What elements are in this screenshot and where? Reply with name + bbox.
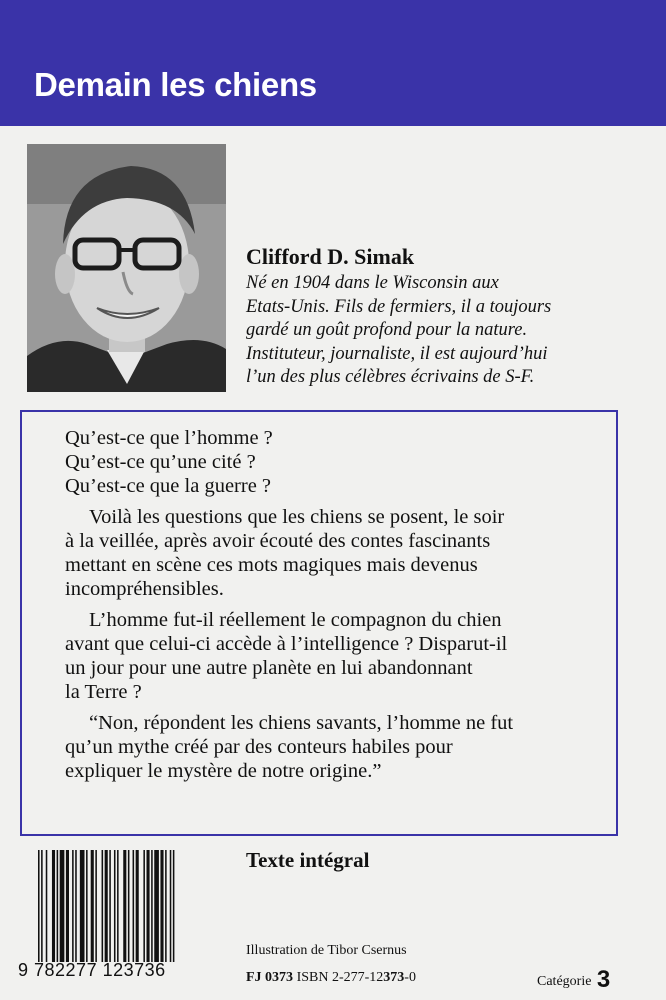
barcode-bar xyxy=(143,850,145,962)
barcode-bar xyxy=(102,850,104,962)
barcode-bar xyxy=(154,850,159,962)
isbn-bold: 373 xyxy=(383,970,405,985)
blurb-line: L’homme fut-il réellement le compagnon du chien xyxy=(89,609,502,631)
barcode-number: 9 782277 123736 xyxy=(18,960,166,980)
barcode-bar xyxy=(160,850,163,962)
bio-line: Etats-Unis. Fils de fermiers, il a toujours xyxy=(246,296,552,317)
barcode-bar xyxy=(60,850,65,962)
barcode-graphic xyxy=(36,850,234,962)
barcode-bar xyxy=(66,850,69,962)
isbn-prefix: ISBN 2-277-12 xyxy=(296,970,384,985)
category-number: 3 xyxy=(596,966,611,993)
barcode-bar xyxy=(91,850,94,962)
author-bio xyxy=(246,272,646,390)
barcode-bar xyxy=(95,850,97,962)
blurb-question: Qu’est-ce que la guerre ? xyxy=(65,475,272,497)
blurb-line: incompréhensibles. xyxy=(65,578,224,600)
blurb-line: “Non, répondent les chiens savants, l’homme ne fut xyxy=(89,712,514,734)
blurb-line: mettant en scène ces mots magiques mais devenus xyxy=(65,554,478,576)
bio-line: Instituteur, journaliste, il est aujourd’hui xyxy=(246,343,548,364)
blurb-question: Qu’est-ce qu’une cité ? xyxy=(65,451,256,473)
bio-line: gardé un goût profond pour la nature. xyxy=(246,320,528,340)
blurb-line: la Terre ? xyxy=(65,681,142,703)
category-label: Catégorie xyxy=(537,974,592,989)
barcode-bar xyxy=(46,850,48,962)
barcode-bar xyxy=(38,850,40,962)
isbn-suffix: -0 xyxy=(404,970,416,985)
blurb-line: un jour pour une autre planète en lui abandonnant xyxy=(65,657,473,679)
illustration-credit: Illustration de Tibor Csernus xyxy=(246,943,407,958)
author-name: Clifford D. Simak xyxy=(246,244,415,269)
blurb-line: avant que celui-ci accède à l’intelligence ? Disparut-il xyxy=(65,633,508,655)
barcode-bar xyxy=(173,850,175,962)
barcode-bar xyxy=(105,850,108,962)
blurb-question: Qu’est-ce que l’homme ? xyxy=(65,427,273,449)
barcode-bar xyxy=(151,850,153,962)
barcode-bar xyxy=(133,850,135,962)
barcode-bar xyxy=(52,850,55,962)
barcode-bar xyxy=(75,850,77,962)
blurb-text xyxy=(65,426,605,783)
book-title: Demain les chiens xyxy=(34,66,317,103)
author-portrait-illustration xyxy=(27,144,226,392)
barcode-bar xyxy=(147,850,150,962)
blurb-line: expliquer le mystère de notre origine.” xyxy=(65,760,382,782)
barcode-bar xyxy=(57,850,59,962)
barcode-bar xyxy=(41,850,43,962)
barcode-bar xyxy=(136,850,139,962)
bio-line: l’un des plus célèbres écrivains de S-F. xyxy=(246,367,535,387)
barcode-bar xyxy=(170,850,172,962)
barcode-bar xyxy=(117,850,119,962)
barcode-bar xyxy=(72,850,74,962)
barcode-bar xyxy=(114,850,116,962)
author-photo xyxy=(27,144,226,392)
barcode-bar xyxy=(123,850,126,962)
isbn-line xyxy=(246,970,416,986)
blurb-line: à la veillée, après avoir écouté des contes fascinants xyxy=(65,530,491,552)
category xyxy=(537,966,610,994)
barcode-bar xyxy=(109,850,111,962)
blurb-line: qu’un mythe créé par des conteurs habiles pour xyxy=(65,736,453,758)
blurb-line: Voilà les questions que les chiens se posent, le soir xyxy=(89,506,505,528)
bio-line: Né en 1904 dans le Wisconsin aux xyxy=(246,273,499,293)
catalog-code: FJ 0373 xyxy=(246,970,294,985)
barcode-bar xyxy=(80,850,85,962)
barcode-bar xyxy=(128,850,130,962)
barcode-bar xyxy=(165,850,167,962)
title-band xyxy=(0,0,666,126)
edition-note: Texte intégral xyxy=(246,848,370,872)
barcode-bar xyxy=(86,850,88,962)
